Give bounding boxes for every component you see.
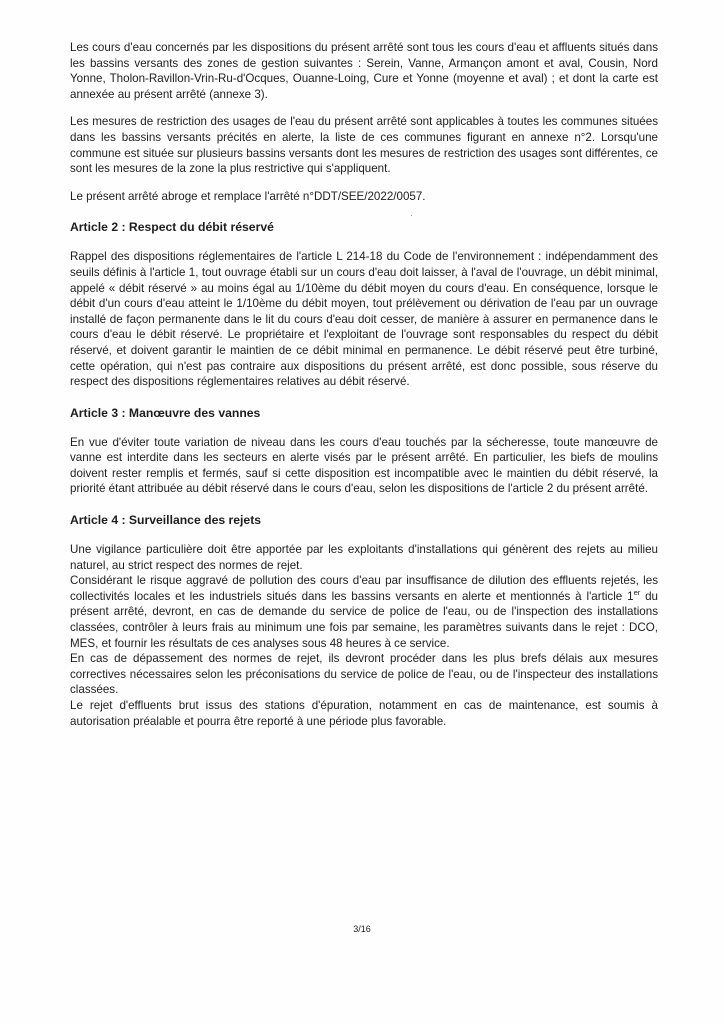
article-2-heading: Article 2 : Respect du débit réservé — [70, 220, 274, 235]
article-4-vigilance: Une vigilance particulière doit être apportée par les exploitants d'installations qui génèrent des rejets au milieu naturel, au strict respect des normes de rejet. — [70, 543, 658, 572]
page-number: 3/16 — [353, 924, 371, 934]
superscript-er: er — [633, 587, 641, 597]
article-4-raw-effluents: Le rejet d'effluents brut issus des stations d'épuration, notamment en cas de maintenance, est soumis à autorisation préalable et pourra être reporté à une période plus favorable. — [70, 699, 658, 728]
paragraph-restriction-scope: Les mesures de restriction des usages de l'eau du présent arrêté sont applicables à toutes les communes situées dans les bassins versants précités en alerte, la liste de ces communes figurant en annexe n°2. Lorsqu'une commune est située sur plusieurs bassins versants dont les mesures de restriction des usages sont différentes, ce sont les mesures de la zone la plus restrictive qui s'appliquent. — [70, 115, 658, 176]
article-4-exceedance: En cas de dépassement des normes de rejet, ils devront procéder dans les plus brefs délais aux mesures correctives nécessaires selon les préconisations du service de police de l'eau, ou de l'inspecteur des installations classées. — [70, 652, 658, 697]
article-4-pollution-risk-start: Considérant le risque aggravé de pollution des cours d'eau par insuffisance de dilution des effluents rejetés, les collectivités locales et les industriels situés dans les bassins versants en alerte et mentionnés à l'article 1 — [70, 574, 658, 603]
article-2-body: Rappel des dispositions réglementaires de l'article L 214-18 du Code de l'environnement : indépendamment des seuils définis à l'article 1, tout ouvrage établi sur un cours d'eau doit laisser, à l'aval de l'ouvrage, un débit minimal, appelé « débit réservé » au moins égal au 1/10ème du débit moyen du cours d'eau. En conséquence, lorsque le débit d'un cours d'eau atteint le 1/10ème du débit moyen, tout prélèvement ou dérivation de l'eau par un ouvrage installé de façon permanente dans le lit du cours d'eau doit cesser, de manière à assurer en permanence dans le cours d'eau le débit réservé. Le propriétaire et l'exploitant de l'ouvrage sont responsables du respect du débit réservé, et doivent garantir le maintien de ce débit minimal en permanence. Le débit réservé peut être turbiné, cette opération, qui n'est pas contraire aux dispositions du présent arrêté, est donc possible, sous réserve du respect des dispositions réglementaires relatives au débit réservé. — [70, 250, 658, 389]
paragraph-abrogation: Le présent arrêté abroge et remplace l'arrêté n°DDT/SEE/2022/0057. — [70, 189, 426, 203]
article-3-heading: Article 3 : Manœuvre des vannes — [70, 405, 261, 420]
paragraph-watercourses: Les cours d'eau concernés par les dispositions du présent arrêté sont tous les cours d'eau et affluents situés dans les bassins versants des zones de gestion suivantes : Serein, Vanne, Armançon amont et aval, Cousin, Nord Yonne, Tholon-Ravillon-Vrin-Ru-d'Ocques, Ouanne-Loing, Cure et Yonne (moyenne et aval) ; et dont la carte est annexée au présent arrêté (annexe 3). — [70, 41, 658, 101]
article-4-heading: Article 4 : Surveillance des rejets — [70, 513, 262, 528]
document-body — [70, 40, 658, 729]
article-4-pollution-risk-end: du présent arrêté, devront, en cas de demande du service de police de l'eau, ou de l'inspection des installations classées, contrôler à leurs frais au minimum une fois par semaine, les paramètres suivants dans le rejet : DCO, MES, et fournir les résultats de ces analyses sous 48 heures à ce service. — [70, 589, 659, 650]
article-4-pollution-risk — [70, 573, 658, 651]
article-3-body: En vue d'éviter toute variation de niveau dans les cours d'eau touchés par la sécheresse, toute manœuvre de vanne est interdite dans les secteurs en alerte visés par le présent arrêté. En particulier, les biefs de moulins doivent rester remplis et fermés, sauf si cette disposition est incompatible avec le maintien du débit réservé, la priorité étant attribuée au débit réservé dans le cours d'eau, selon les dispositions de l'article 2 du présent arrêté. — [70, 435, 658, 496]
